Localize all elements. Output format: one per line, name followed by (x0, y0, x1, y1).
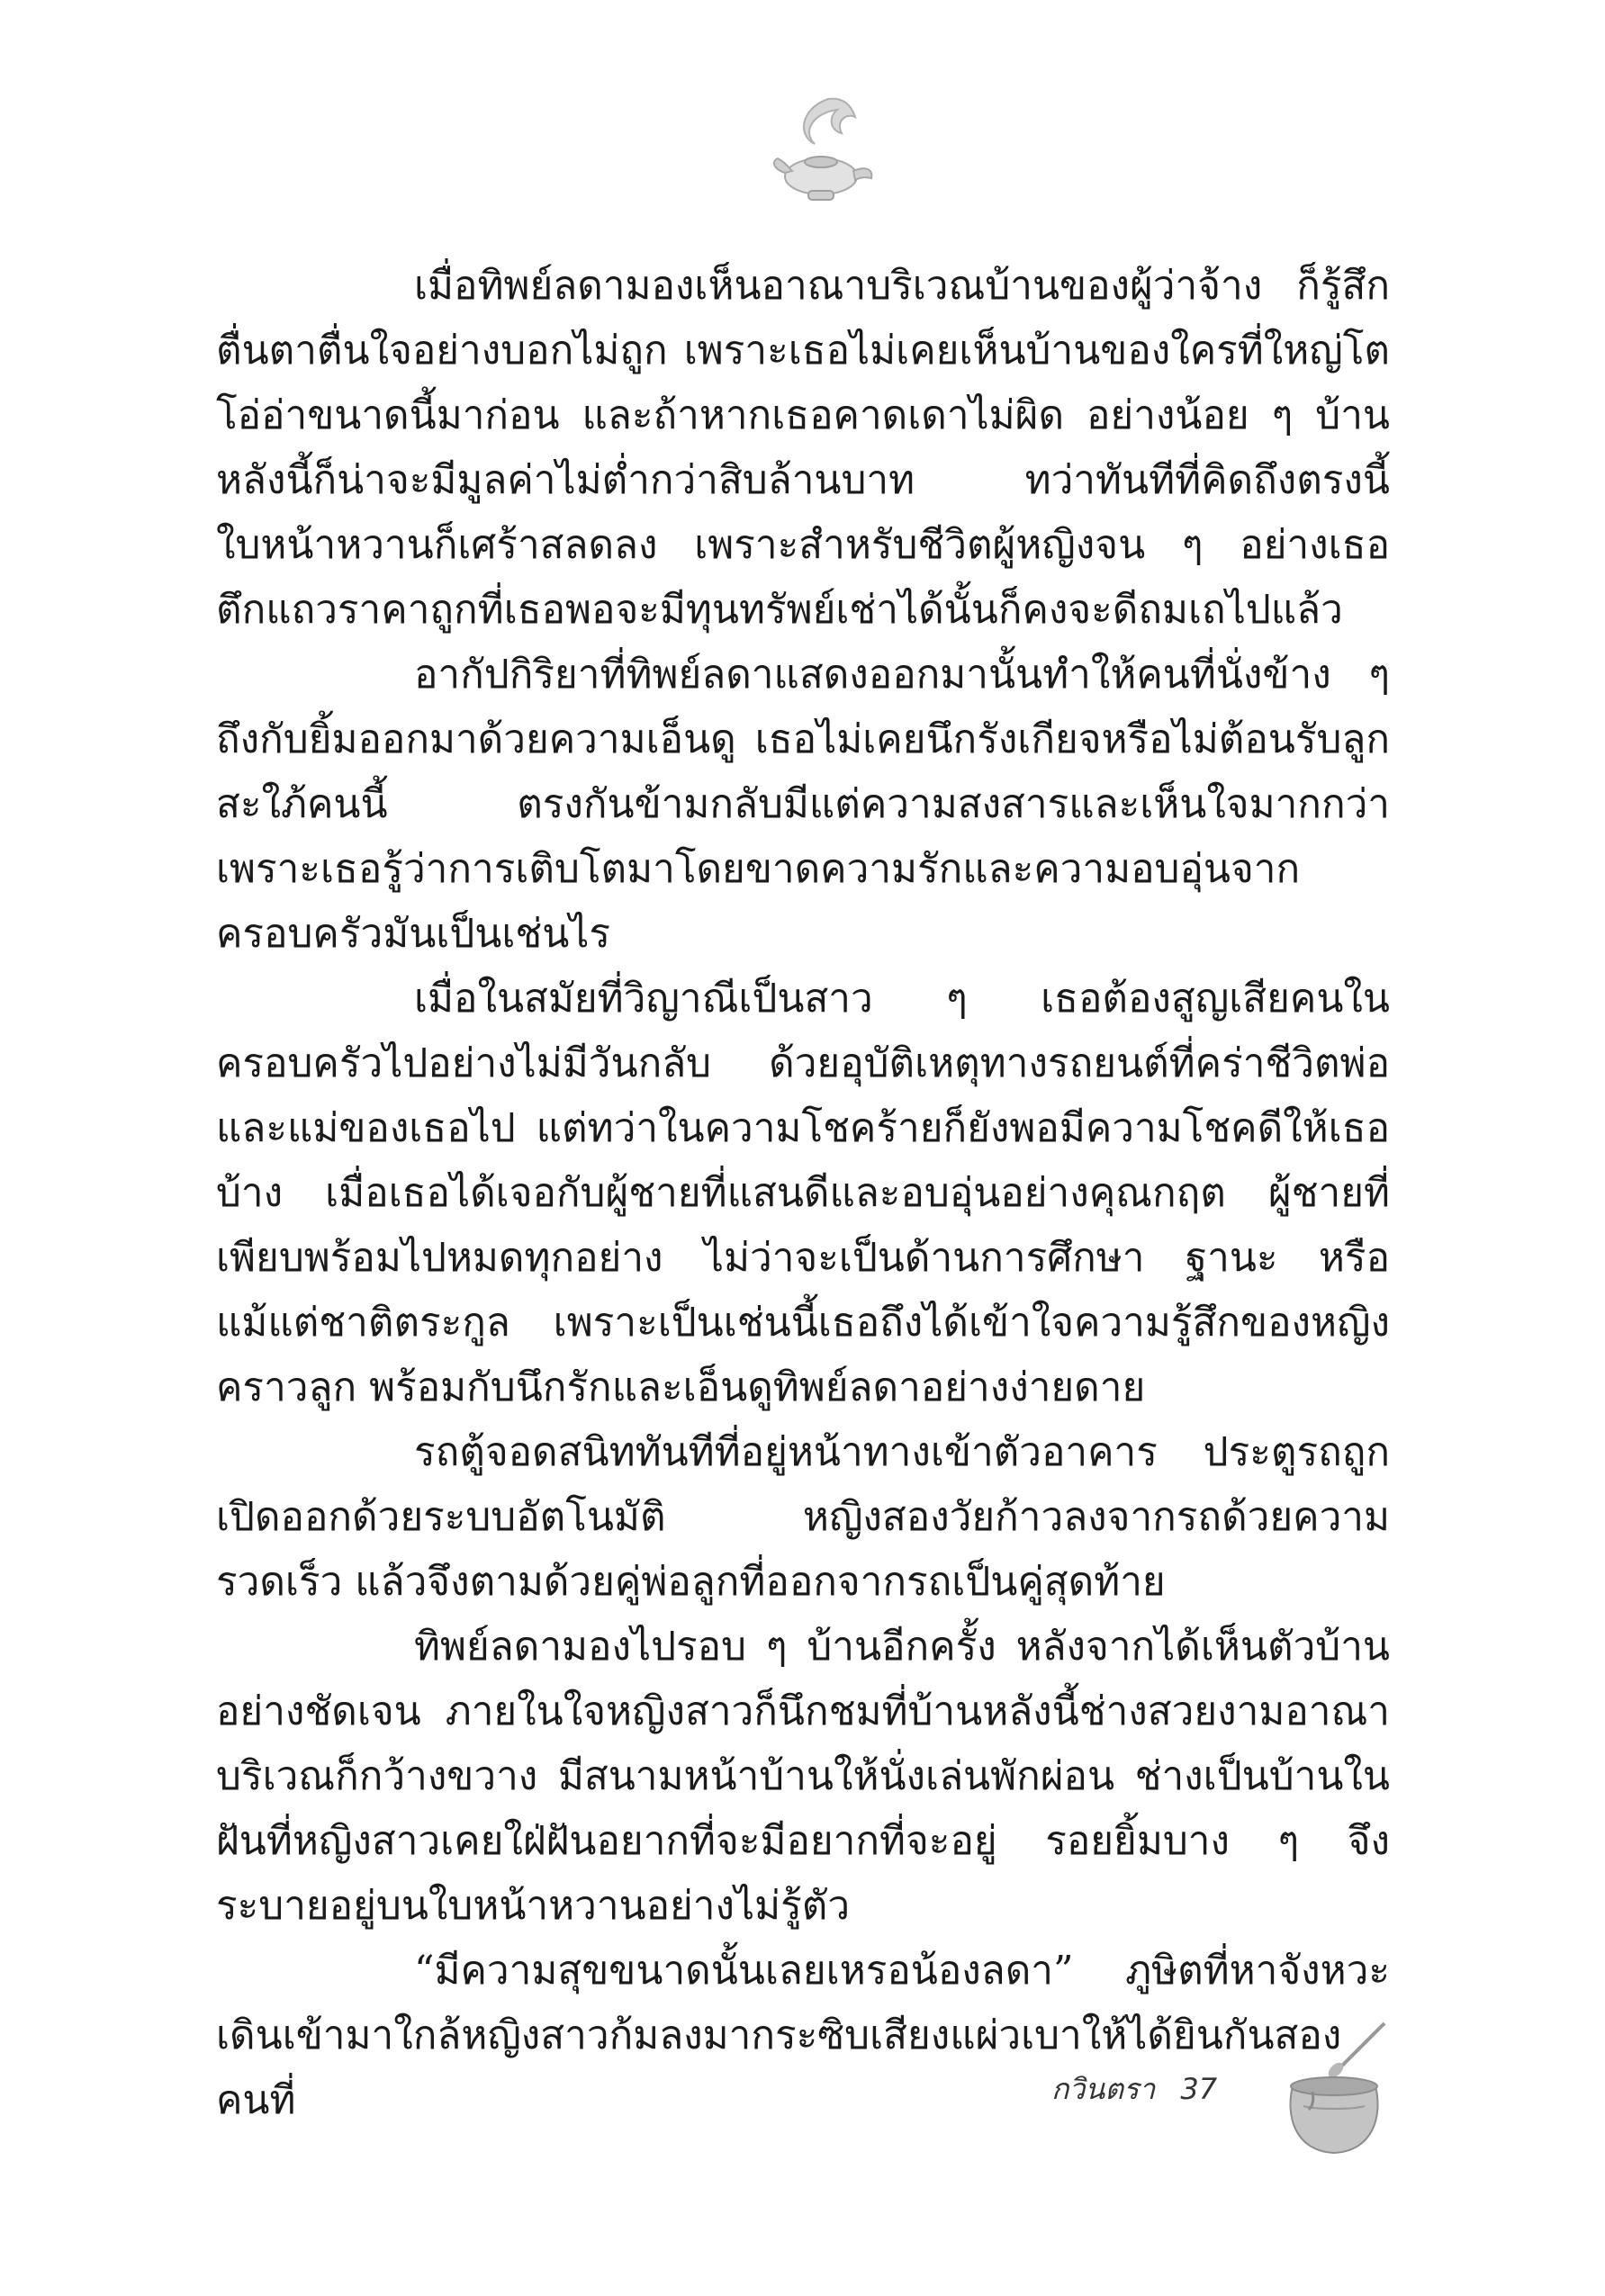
paragraph: อากัปกิริยาที่ทิพย์ลดาแสดงออกมานั้นทำให้คนที่นั่งข้าง ๆ ถึงกับยิ้มออกมาด้วยความเอ็นดู เธอไม่เคยนึกรังเกียจหรือไม่ต้อนรับลูกสะใภ้คนนี้ ตรงกันข้ามกลับมีแต่ความสงสารและเห็นใจมากกว่า เพราะเธอรู้ว่าการเติบโตมาโดยขาดความรักและความอบอุ่นจากครอบครัวมันเป็นเช่นไร (216, 652, 1390, 957)
page-footer (1051, 2066, 1233, 2112)
body-text (216, 254, 1390, 2133)
page-number: 37 (1180, 2072, 1218, 2106)
honey-pot-icon (1276, 2016, 1393, 2160)
paragraph: เมื่อทิพย์ลดามองเห็นอาณาบริเวณบ้านของผู้ว่าจ้าง ก็รู้สึกตื่นตาตื่นใจอย่างบอกไม่ถูก เพราะเธอไม่เคยเห็นบ้านของใครที่ใหญ่โตโอ่อ่าขนาดนี้มาก่อน และถ้าหากเธอคาดเดาไม่ผิด อย่างน้อย ๆ บ้านหลังนี้ก็น่าจะมีมูลค่าไม่ต่ำกว่าสิบล้านบาท ทว่าทันทีที่คิดถึงตรงนี้ใบหน้าหวานก็เศร้าสลดลง เพราะสำหรับชีวิตผู้หญิงจน ๆ อย่างเธอ ตึกแถวราคาถูกที่เธอพอจะมีทุนทรัพย์เช่าได้นั้นก็คงจะดีถมเถไปแล้ว (216, 263, 1390, 633)
magic-lamp-icon (765, 90, 882, 216)
running-title: กวินตรา (1051, 2072, 1156, 2106)
paragraph: ทิพย์ลดามองไปรอบ ๆ บ้านอีกครั้ง หลังจากได้เห็นตัวบ้านอย่างชัดเจน ภายในใจหญิงสาวก็นึกชมที่บ้านหลังนี้ช่างสวยงามอาณาบริเวณก็กว้างขวาง มีสนามหน้าบ้านให้นั่งเล่นพักผ่อน ช่างเป็นบ้านในฝันที่หญิงสาวเคยใฝ่ฝันอยากที่จะมีอยากที่จะอยู่ รอยยิ้มบาง ๆ จึงระบายอยู่บนใบหน้าหวานอย่างไม่รู้ตัว (216, 1624, 1390, 1929)
paragraph: รถตู้จอดสนิททันทีที่อยู่หน้าทางเข้าตัวอาคาร ประตูรถถูกเปิดออกด้วยระบบอัตโนมัติ หญิงสองวัยก้าวลงจากรถด้วยความรวดเร็ว แล้วจึงตามด้วยคู่พ่อลูกที่ออกจากรถเป็นคู่สุดท้าย (216, 1429, 1390, 1605)
paragraph: เมื่อในสมัยที่วิญาณีเป็นสาว ๆ เธอต้องสูญเสียคนในครอบครัวไปอย่างไม่มีวันกลับ ด้วยอุบัติเหตุทางรถยนต์ที่คร่าชีวิตพ่อและแม่ของเธอไป แต่ทว่าในความโชคร้ายก็ยังพอมีความโชคดีให้เธอบ้าง เมื่อเธอได้เจอกับผู้ชายที่แสนดีและอบอุ่นอย่างคุณกฤต ผู้ชายที่เพียบพร้อมไปหมดทุกอย่าง ไม่ว่าจะเป็นด้านการศึกษา ฐานะ หรือแม้แต่ชาติตระกูล เพราะเป็นเช่นนี้เธอถึงได้เข้าใจความรู้สึกของหญิงคราวลูก พร้อมกับนึกรักและเอ็นดูทิพย์ลดาอย่างง่ายดาย (216, 976, 1390, 1410)
paragraph: “มีความสุขขนาดนั้นเลยเหรอน้องลดา” ภูษิตที่หาจังหวะเดินเข้ามาใกล้หญิงสาวก้มลงมากระซิบเสียงแผ่วเบาให้ได้ยินกันสองคนที่ (216, 1948, 1390, 2123)
